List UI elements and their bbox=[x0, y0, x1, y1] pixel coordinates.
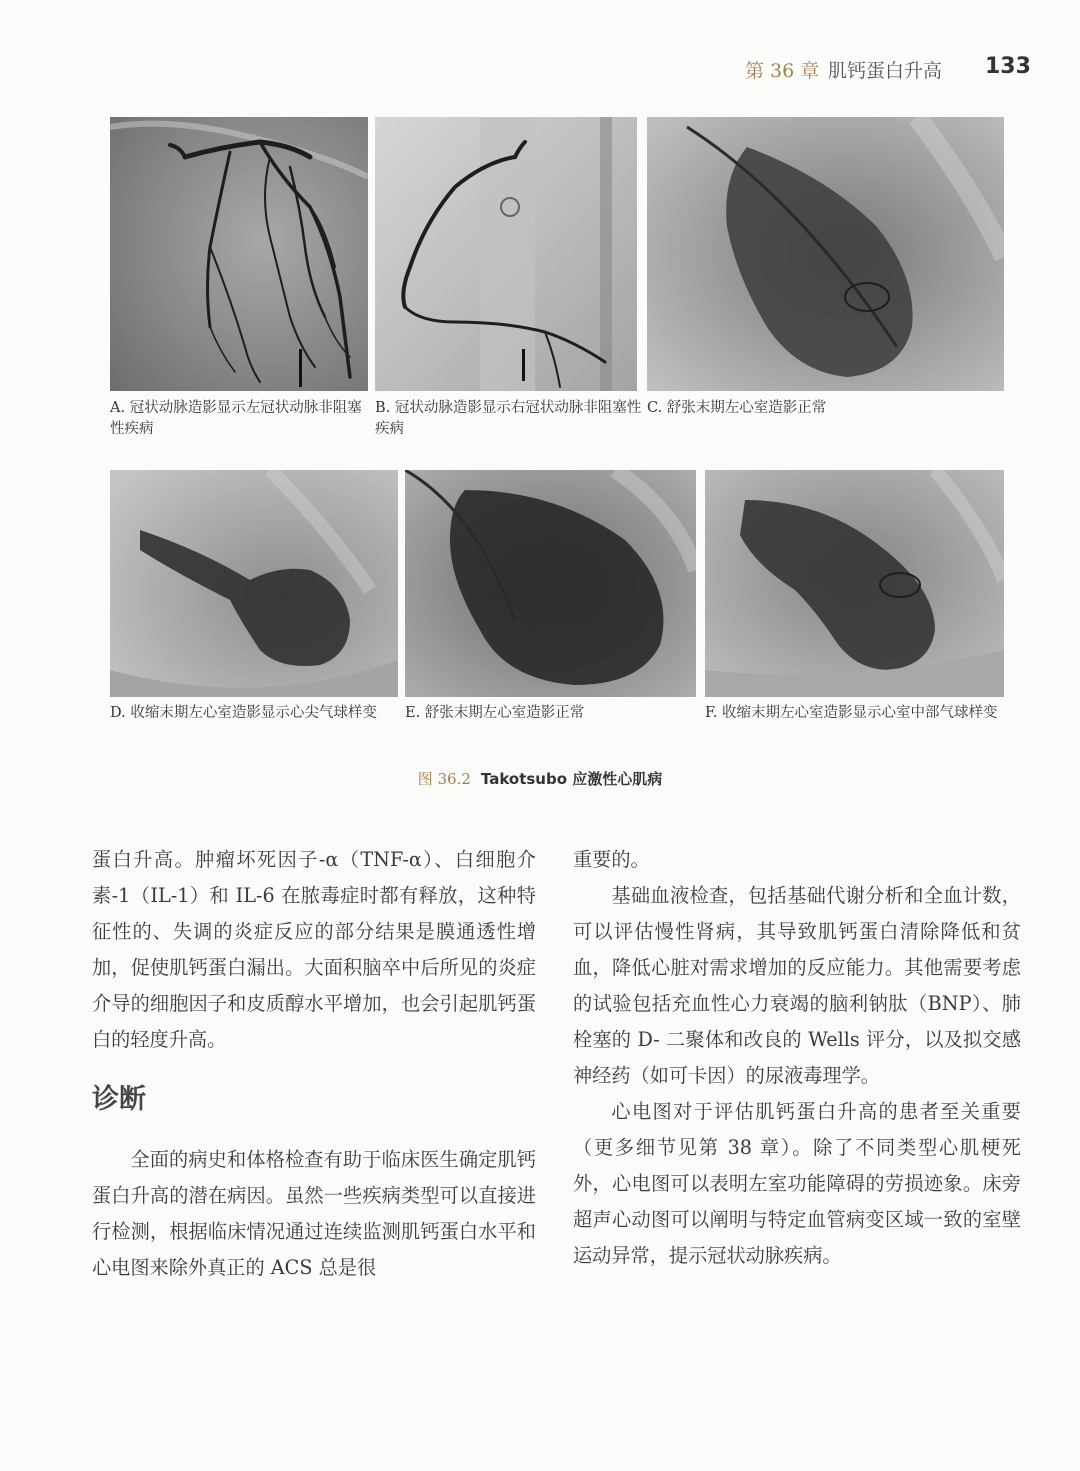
right-paragraph-3: 心电图对于评估肌钙蛋白升高的患者至关重要（更多细节见第 38 章）。除了不同类型心肌梗死外，心电图可以表明左室功能障碍的劳损迹象。床旁超声心动图可以阐明与特定血管病变区域一致的室壁运动异常，提示冠状动脉疾病。 bbox=[573, 1100, 1021, 1267]
ventriculogram-panel-f bbox=[705, 470, 1004, 697]
chapter-label: 第 36 章 bbox=[745, 60, 820, 82]
right-coronary-angiogram-image bbox=[375, 117, 637, 391]
left-paragraph-1: 蛋白升高。肿瘤坏死因子-α（TNF-α）、白细胞介素-1（IL-1）和 IL-6 在脓毒症时都有释放，这种特征性的、失调的炎症反应的部分结果是膜通透性增加，促使肌钙蛋白漏出。大面积脑卒中后所见的炎症介导的细胞因子和皮质醇水平增加，也会引起肌钙蛋白的轻度升高。 bbox=[92, 848, 536, 1051]
ventriculogram-panel-c bbox=[647, 117, 1004, 391]
figure-label: 图 36.2 bbox=[417, 770, 471, 788]
end-diastolic-lv-angiogram-image bbox=[647, 117, 1004, 391]
left-paragraph-2: 全面的病史和体格检查有助于临床医生确定肌钙蛋白升高的潜在病因。虽然一些疾病类型可以直接进行检测，根据临床情况通过连续监测肌钙蛋白水平和心电图来除外真正的 ACS 总是很 bbox=[92, 1148, 536, 1279]
ventriculogram-panel-e bbox=[405, 470, 696, 697]
end-diastolic-lv-angiogram-image-e bbox=[405, 470, 696, 697]
right-paragraph-2: 基础血液检查，包括基础代谢分析和全血计数，可以评估慢性肾病，其导致肌钙蛋白清除降低和贫血，降低心脏对需求增加的反应能力。其他需要考虑的试验包括充血性心力衰竭的脑利钠肽（BNP）、肺栓塞的 D- 二聚体和改良的 Wells 评分，以及拟交感神经药（如可卡因）的尿液毒理学。 bbox=[573, 884, 1021, 1087]
panel-f-caption: F. 收缩末期左心室造影显示心室中部气球样变 bbox=[705, 705, 998, 721]
chapter-title: 肌钙蛋白升高 bbox=[828, 60, 943, 82]
figure-caption-text: Takotsubo 应激性心肌病 bbox=[480, 770, 663, 788]
left-coronary-angiogram-image bbox=[110, 117, 368, 391]
page-number: 133 bbox=[985, 54, 1031, 79]
panel-b-caption: B. 冠状动脉造影显示右冠状动脉非阻塞性疾病 bbox=[375, 400, 642, 437]
ventriculogram-panel-d bbox=[110, 470, 398, 697]
end-systolic-lv-apical-ballooning-image bbox=[110, 470, 398, 697]
left-column bbox=[92, 842, 536, 1286]
panel-e-caption: E. 舒张末期左心室造影正常 bbox=[405, 705, 585, 721]
angiogram-panel-a bbox=[110, 117, 368, 391]
angiogram-panel-b bbox=[375, 117, 637, 391]
right-paragraph-1: 重要的。 bbox=[573, 848, 650, 871]
right-column bbox=[573, 842, 1021, 1274]
end-systolic-lv-mid-ventricular-ballooning-image bbox=[705, 470, 1004, 697]
panel-d-caption: D. 收缩末期左心室造影显示心尖气球样变 bbox=[110, 705, 377, 721]
section-heading-diagnosis: 诊断 bbox=[92, 1084, 146, 1115]
panel-c-caption: C. 舒张末期左心室造影正常 bbox=[647, 400, 827, 416]
running-header bbox=[0, 56, 1080, 86]
panel-a-caption: A. 冠状动脉造影显示左冠状动脉非阻塞性疾病 bbox=[110, 400, 362, 437]
figure-title bbox=[0, 768, 1080, 789]
